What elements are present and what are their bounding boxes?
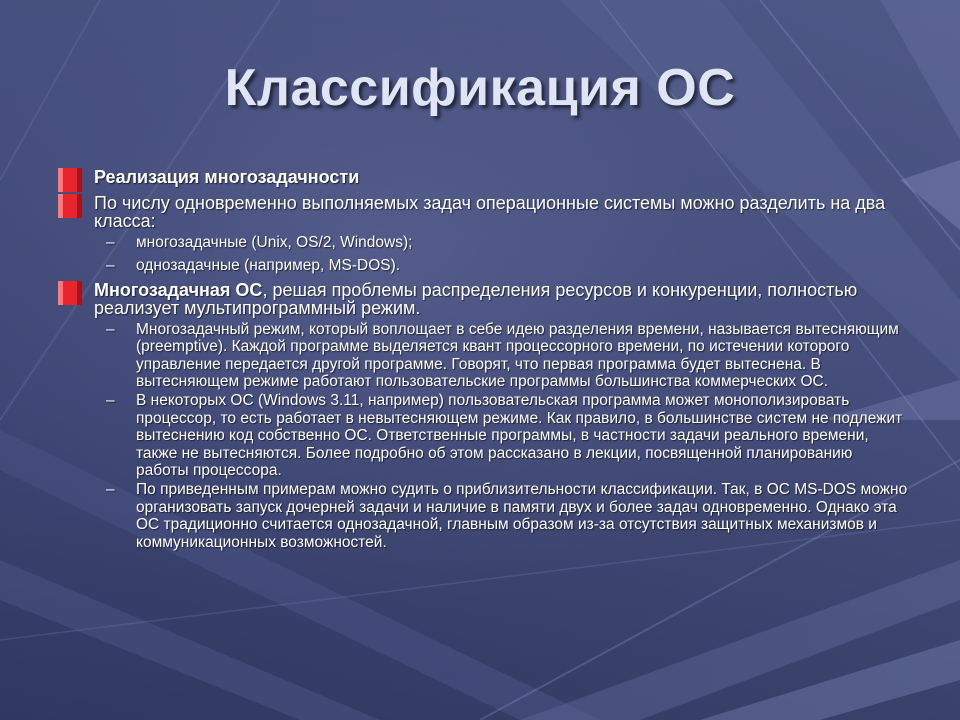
red-square-bullet-icon	[58, 168, 82, 192]
dash-bullet-icon: –	[106, 320, 115, 338]
dash-bullet-icon: –	[106, 392, 115, 410]
sub-bullet-text: Многозадачный режим, который воплощает в себе идею разделения времени, называется вытесняющим (preemptive). Каждой программе выделяется квант процессорного времени, по истечении которого управление передается другой программе. Говорят, что первая программа будет вытеснена. В вытесняющем режиме работают пользовательские программы большинства коммерческих ОС.	[136, 320, 899, 391]
sub-bullet-item	[58, 481, 908, 551]
dash-bullet-icon: –	[106, 234, 115, 251]
sub-bullet-text: По приведенным примерам можно судить о приблизительности классификации. Так, в ОС MS-DOS можно организовать запуск дочерней задачи и наличие в памяти двух и более задач одновременно. Однако эта ОС традиционно считается однозадачной, главным образом из-за отсутствия защитных механизмов и коммуникационных возможностей.	[136, 481, 908, 551]
sub-bullet-text: В некоторых ОС (Windows 3.11, например) пользовательская программа может монополизировать процессор, то есть работает в невытесняющем режиме. Как правило, в большинстве систем не подлежит вытеснению код собственно ОС. Ответственные программы, в частности задачи реального времени, также не вытесняются. Более подробно об этом рассказано в лекции, посвященной планированию работы процессора.	[136, 392, 903, 480]
slide-title: Классификация ОС	[224, 59, 736, 117]
bullet-text: , решая проблемы распределения ресурсов и конкуренции, полностью реализует мультипрограммный режим.	[94, 279, 858, 318]
bullet-item	[58, 194, 908, 230]
bullet-text-bold: Многозадачная ОС	[94, 279, 263, 300]
bullet-text: По числу одновременно выполняемых задач операционные системы можно разделить на два класса:	[94, 193, 886, 231]
sub-bullet-item	[58, 257, 908, 274]
sub-bullet-item	[58, 321, 908, 391]
sub-bullet-item	[58, 392, 908, 479]
red-square-bullet-icon	[58, 281, 82, 305]
sub-bullet-item	[58, 234, 908, 251]
bullet-text: Реализация многозадачности	[94, 167, 360, 187]
sub-bullet-text: однозадачные (например, MS-DOS).	[136, 257, 401, 275]
bullet-item	[58, 281, 908, 317]
dash-bullet-icon: –	[106, 481, 115, 499]
dash-bullet-icon: –	[106, 257, 115, 275]
red-square-bullet-icon	[58, 194, 82, 218]
sub-bullet-text: многозадачные (Unix, OS/2, Windows);	[136, 234, 413, 251]
bullet-item	[58, 168, 908, 186]
slide-body	[58, 168, 908, 551]
